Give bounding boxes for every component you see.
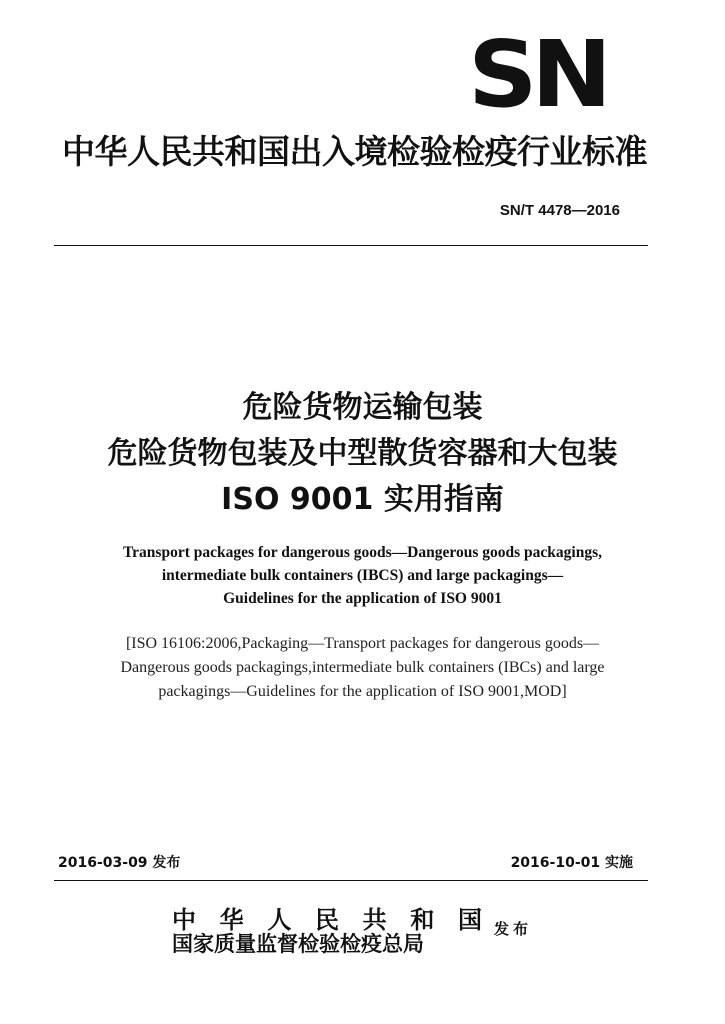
iso-reference-line-3: packagings—Guidelines for the application of ISO 9001,MOD] [158, 683, 567, 700]
top-divider [54, 245, 648, 246]
iso-reference-line-2: Dangerous goods packagings,intermediate bulk containers (IBCs) and large [120, 659, 605, 676]
chinese-title-line-2: 危险货物包装及中型散货容器和大包装 [107, 436, 618, 471]
issuer-country: 中华人民共和国 [172, 905, 482, 934]
iso-reference-line-1: [ISO 16106:2006,Packaging—Transport packages for dangerous goods— [125, 635, 600, 652]
agency-title: 中华人民共和国出入境检验检疫行业标准 [62, 132, 647, 171]
publish-label: 发布 [494, 920, 533, 938]
implementation-date: 2016-10-01 实施 [510, 855, 633, 871]
english-title-line-3: Guidelines for the application of ISO 9001 [223, 590, 502, 607]
english-title-line-1: Transport packages for dangerous goods—Dangerous goods packagings, [122, 544, 602, 561]
bottom-divider [54, 880, 648, 881]
issue-date: 2016-03-09 发布 [58, 855, 181, 871]
standard-number: SN/T 4478—2016 [499, 202, 620, 219]
issuer-agency: 国家质量监督检验检疫总局 [172, 931, 424, 956]
chinese-title-line-1: 危险货物运输包装 [242, 390, 483, 425]
sn-logo: SN [468, 21, 606, 128]
english-title-line-2: intermediate bulk containers (IBCS) and large packagings— [161, 567, 564, 584]
chinese-title-line-3: ISO 9001 实用指南 [221, 482, 504, 517]
